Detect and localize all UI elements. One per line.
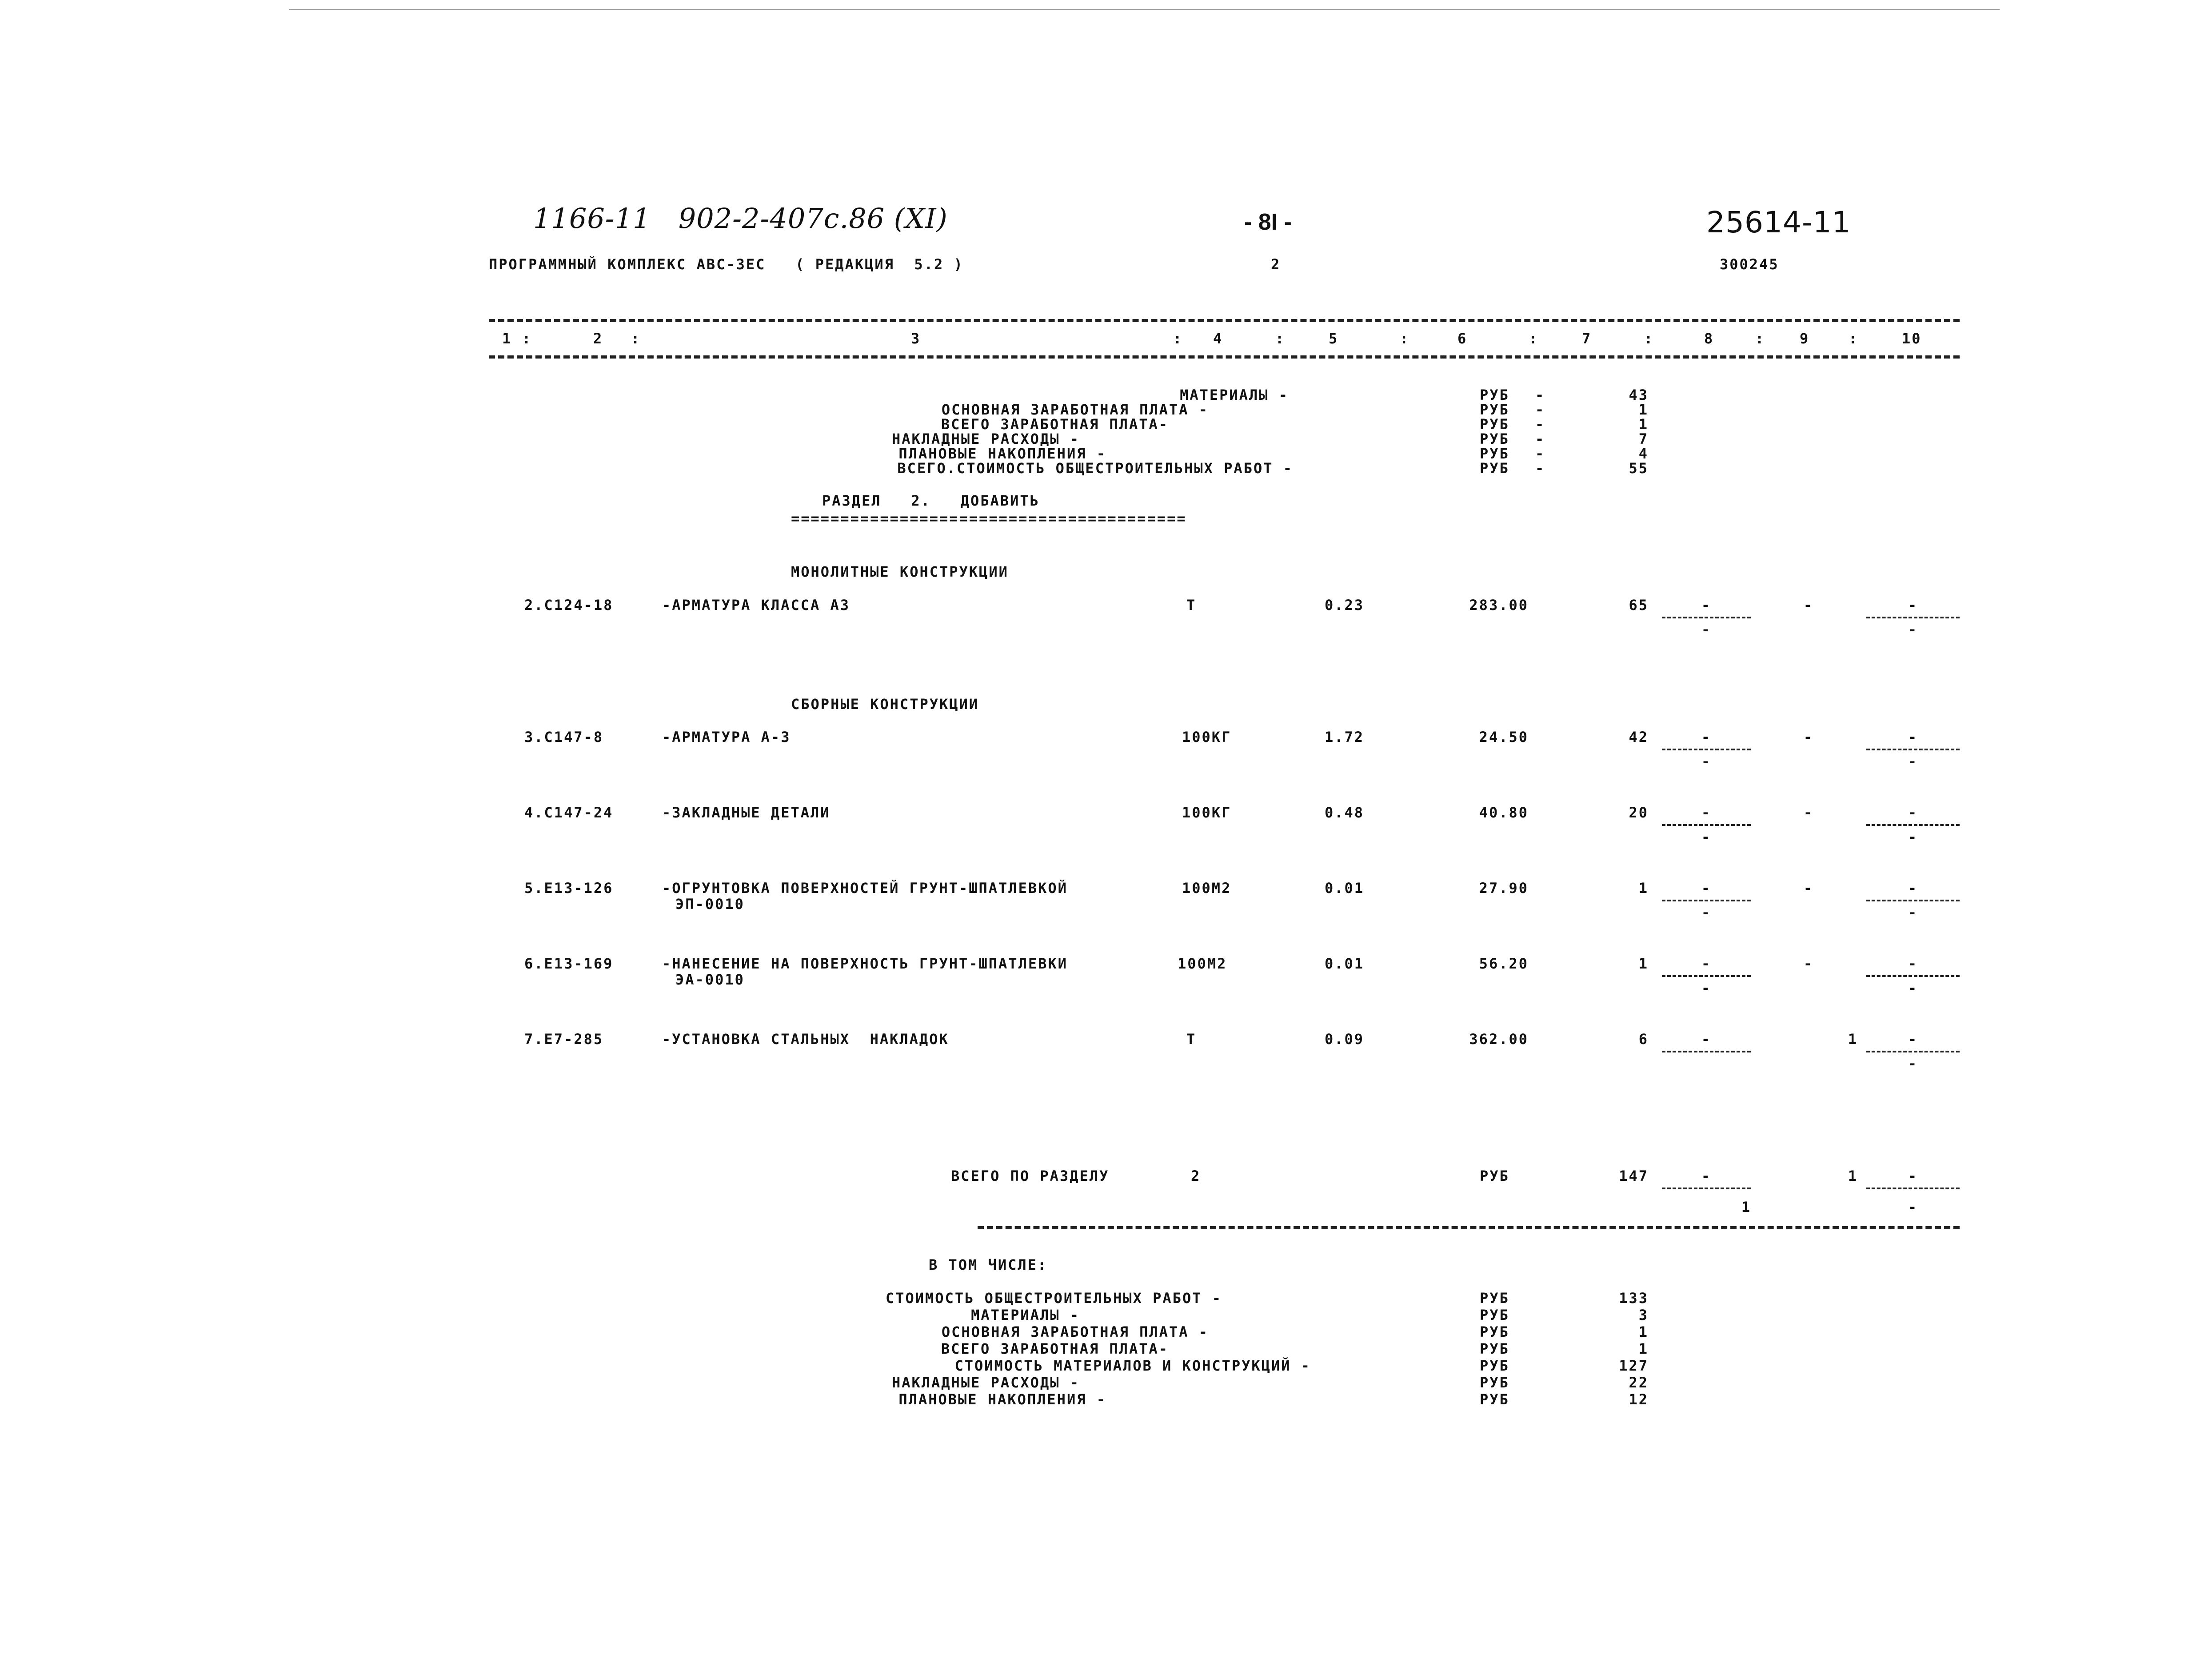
section-total-col8: -	[1701, 1168, 1712, 1184]
col-separator: :	[1275, 330, 1286, 347]
summary-unit: РУБ	[1480, 1307, 1509, 1323]
summary-label: ОСНОВНАЯ ЗАРАБОТНАЯ ПЛАТА -	[941, 1323, 1209, 1340]
row-unit: 100М2	[1182, 880, 1232, 897]
section-total-label: ВСЕГО ПО РАЗДЕЛУ	[951, 1168, 1110, 1184]
summary-unit: РУБ	[1480, 1374, 1509, 1391]
summary-unit: РУБ	[1480, 445, 1509, 462]
summary-value: 1	[1638, 416, 1649, 433]
row-quantity: 0.01	[1324, 880, 1364, 897]
row-col9: -	[1803, 955, 1814, 972]
col-separator: :	[1755, 330, 1765, 347]
summary-unit: РУБ	[1480, 416, 1509, 433]
summary-value: 4	[1638, 445, 1649, 462]
section-total-bottom-rule	[978, 1226, 1960, 1229]
row-col10-sub: -	[1908, 980, 1918, 996]
row-quantity: 0.48	[1324, 804, 1364, 821]
row-rule	[1662, 1051, 1751, 1052]
row-unit: 100КГ	[1182, 729, 1232, 745]
row-col9: 1	[1848, 1031, 1858, 1048]
summary-label: МАТЕРИАЛЫ -	[1180, 387, 1289, 403]
col-header-8: 8	[1704, 330, 1714, 347]
row-rule	[1866, 617, 1960, 618]
section-total-col10: -	[1908, 1168, 1918, 1184]
summary-unit: РУБ	[1480, 460, 1509, 477]
row-col8: -	[1701, 880, 1712, 897]
summary-value: 1	[1638, 401, 1649, 418]
section-total-rule	[1866, 1188, 1960, 1189]
row-unit: Т	[1186, 597, 1197, 614]
summary-value: 133	[1619, 1290, 1649, 1307]
row-unit: 100КГ	[1182, 804, 1232, 821]
summary-label: ВСЕГО ЗАРАБОТНАЯ ПЛАТА-	[941, 416, 1169, 433]
row-col8-sub: -	[1701, 621, 1712, 638]
row-name: -ЗАКЛАДНЫЕ ДЕТАЛИ	[662, 804, 830, 821]
row-price: 27.90	[1479, 880, 1529, 897]
row-col10: -	[1908, 597, 1918, 614]
handwritten-reference-right: 25614-11	[1706, 205, 1851, 239]
summary-unit: РУБ	[1480, 1323, 1509, 1340]
row-code: 2.С124-18	[524, 597, 614, 614]
row-cost: 42	[1629, 729, 1649, 745]
row-name: -АРМАТУРА КЛАССА А3	[662, 597, 850, 614]
row-col9: -	[1803, 880, 1814, 897]
row-col9: -	[1803, 804, 1814, 821]
col-separator: :	[1644, 330, 1654, 347]
row-name-continued: ЭП-0010	[675, 896, 745, 913]
section-total-col9: 1	[1848, 1168, 1858, 1184]
summary-dash: -	[1535, 387, 1545, 403]
section-title: РАЗДЕЛ 2. ДОБАВИТЬ	[822, 492, 1040, 509]
summary-value: 127	[1619, 1357, 1649, 1374]
row-price: 56.20	[1479, 955, 1529, 972]
col-separator: :	[1400, 330, 1410, 347]
summary-label: СТОИМОСТЬ ОБЩЕСТРОИТЕЛЬНЫХ РАБОТ -	[885, 1290, 1222, 1307]
summary-dash: -	[1535, 416, 1545, 433]
row-cost: 20	[1629, 804, 1649, 821]
col-header-9: 9	[1800, 330, 1810, 347]
row-price: 362.00	[1469, 1031, 1529, 1048]
row-col8-sub: -	[1701, 829, 1712, 845]
summary-dash: -	[1535, 460, 1545, 477]
col-header-4: 4	[1213, 330, 1223, 347]
section-total-col10-sub: -	[1908, 1199, 1918, 1216]
section-total-rule	[1662, 1188, 1751, 1189]
row-rule	[1866, 824, 1960, 826]
col-separator: :	[1173, 330, 1183, 347]
summary-unit: РУБ	[1480, 401, 1509, 418]
row-col10-sub: -	[1908, 904, 1918, 921]
summary-label: ПЛАНОВЫЕ НАКОПЛЕНИЯ -	[898, 445, 1106, 462]
sheet-number: 2	[1271, 256, 1281, 273]
summary-label: ОСНОВНАЯ ЗАРАБОТНАЯ ПЛАТА -	[941, 401, 1209, 418]
summary-unit: РУБ	[1480, 387, 1509, 403]
section-total-number: 2	[1191, 1168, 1201, 1184]
summary-dash: -	[1535, 401, 1545, 418]
row-col9: -	[1803, 597, 1814, 614]
summary-unit: РУБ	[1480, 1391, 1509, 1408]
row-col8: -	[1701, 729, 1712, 745]
row-col8-sub: -	[1701, 904, 1712, 921]
row-cost: 6	[1638, 1031, 1649, 1048]
row-unit: 100М2	[1178, 955, 1227, 972]
row-cost: 1	[1638, 880, 1649, 897]
row-rule	[1866, 900, 1960, 901]
row-unit: Т	[1186, 1031, 1197, 1048]
section-total-unit: РУБ	[1480, 1168, 1509, 1184]
row-name: -НАНЕСЕНИЕ НА ПОВЕРХНОСТЬ ГРУНТ-ШПАТЛЕВКИ	[662, 955, 1068, 972]
summary-unit: РУБ	[1480, 1357, 1509, 1374]
row-col8: -	[1701, 804, 1712, 821]
col-header-1: 1	[502, 330, 512, 347]
row-price: 283.00	[1469, 597, 1529, 614]
summary-value: 1	[1638, 1340, 1649, 1357]
summary-unit: РУБ	[1480, 1340, 1509, 1357]
including-title: В ТОМ ЧИСЛЕ:	[929, 1256, 1048, 1273]
row-rule	[1662, 975, 1751, 977]
row-price: 24.50	[1479, 729, 1529, 745]
summary-label: МАТЕРИАЛЫ -	[971, 1307, 1080, 1323]
summary-label-total: ВСЕГО.СТОИМОСТЬ ОБЩЕСТРОИТЕЛЬНЫХ РАБОТ -	[897, 460, 1293, 477]
summary-value: 7	[1638, 430, 1649, 447]
row-col8: -	[1701, 1031, 1712, 1048]
subsection-precast-title: СБОРНЫЕ КОНСТРУКЦИИ	[791, 696, 979, 713]
row-cost: 1	[1638, 955, 1649, 972]
summary-value: 3	[1638, 1307, 1649, 1323]
summary-value: 12	[1629, 1391, 1649, 1408]
row-col10: -	[1908, 880, 1918, 897]
row-code: 6.Е13-169	[524, 955, 614, 972]
row-rule	[1662, 749, 1751, 750]
subsection-monolithic-title: МОНОЛИТНЫЕ КОНСТРУКЦИИ	[791, 563, 1009, 580]
summary-unit: РУБ	[1480, 1290, 1509, 1307]
document-code: 300245	[1720, 256, 1779, 273]
col-header-3: 3	[911, 330, 921, 347]
section-total-col8-sub: 1	[1741, 1199, 1752, 1216]
summary-unit: РУБ	[1480, 430, 1509, 447]
row-name-continued: ЭА-0010	[675, 971, 745, 988]
row-col10-sub: -	[1908, 753, 1918, 770]
col-header-7: 7	[1582, 330, 1592, 347]
row-quantity: 0.09	[1324, 1031, 1364, 1048]
row-rule	[1866, 749, 1960, 750]
row-col10-sub: -	[1908, 1055, 1918, 1072]
page-number: - 8I -	[1244, 209, 1292, 235]
row-code: 4.С147-24	[524, 804, 614, 821]
row-rule	[1662, 824, 1751, 826]
section-underline: ========================================	[791, 510, 1187, 527]
summary-label: ВСЕГО ЗАРАБОТНАЯ ПЛАТА-	[941, 1340, 1169, 1357]
col-separator: :	[631, 330, 641, 347]
summary-value: 43	[1629, 387, 1649, 403]
table-header-top-rule	[489, 319, 1960, 322]
row-quantity: 0.23	[1324, 597, 1364, 614]
col-separator: :	[1529, 330, 1539, 347]
row-code: 5.Е13-126	[524, 880, 614, 897]
row-col8: -	[1701, 955, 1712, 972]
row-col9: -	[1803, 729, 1814, 745]
row-code: 3.С147-8	[524, 729, 604, 745]
row-name: -ОГРУНТОВКА ПОВЕРХНОСТЕЙ ГРУНТ-ШПАТЛЕВКОЙ	[662, 880, 1068, 897]
row-col10: -	[1908, 729, 1918, 745]
summary-value: 1	[1638, 1323, 1649, 1340]
row-col10: -	[1908, 804, 1918, 821]
row-rule	[1866, 1051, 1960, 1052]
row-col10: -	[1908, 955, 1918, 972]
row-name: -УСТАНОВКА СТАЛЬНЫХ НАКЛАДОК	[662, 1031, 949, 1048]
row-quantity: 1.72	[1324, 729, 1364, 745]
row-col10-sub: -	[1908, 621, 1918, 638]
row-code: 7.Е7-285	[524, 1031, 604, 1048]
row-quantity: 0.01	[1324, 955, 1364, 972]
row-col8-sub: -	[1701, 753, 1712, 770]
summary-label: СТОИМОСТЬ МАТЕРИАЛОВ И КОНСТРУКЦИЙ -	[954, 1357, 1311, 1374]
table-header-bottom-rule	[489, 355, 1960, 359]
row-col8: -	[1701, 597, 1712, 614]
col-separator: :	[522, 330, 532, 347]
row-cost: 65	[1629, 597, 1649, 614]
handwritten-reference-left: 1166-11 902-2-407с.86 (XI)	[533, 202, 948, 235]
summary-label: НАКЛАДНЫЕ РАСХОДЫ -	[891, 430, 1080, 447]
summary-label: ПЛАНОВЫЕ НАКОПЛЕНИЯ -	[898, 1391, 1106, 1408]
row-col10: -	[1908, 1031, 1918, 1048]
row-name: -АРМАТУРА А-3	[662, 729, 791, 745]
summary-dash: -	[1535, 445, 1545, 462]
row-col8-sub: -	[1701, 980, 1712, 996]
section-total-value: 147	[1619, 1168, 1649, 1184]
scan-edge-line	[289, 9, 2000, 10]
summary-dash: -	[1535, 430, 1545, 447]
program-line: ПРОГРАММНЫЙ КОМПЛЕКС АВС-ЗЕС ( РЕДАКЦИЯ 5.2 )	[489, 256, 964, 273]
summary-value: 22	[1629, 1374, 1649, 1391]
col-header-2: 2	[593, 330, 603, 347]
row-rule	[1662, 900, 1751, 901]
row-rule	[1866, 975, 1960, 977]
col-separator: :	[1849, 330, 1859, 347]
summary-label: НАКЛАДНЫЕ РАСХОДЫ -	[891, 1374, 1080, 1391]
col-header-5: 5	[1329, 330, 1339, 347]
row-rule	[1662, 617, 1751, 618]
row-col10-sub: -	[1908, 829, 1918, 845]
col-header-10: 10	[1902, 330, 1922, 347]
col-header-6: 6	[1457, 330, 1468, 347]
summary-value: 55	[1629, 460, 1649, 477]
row-price: 40.80	[1479, 804, 1529, 821]
